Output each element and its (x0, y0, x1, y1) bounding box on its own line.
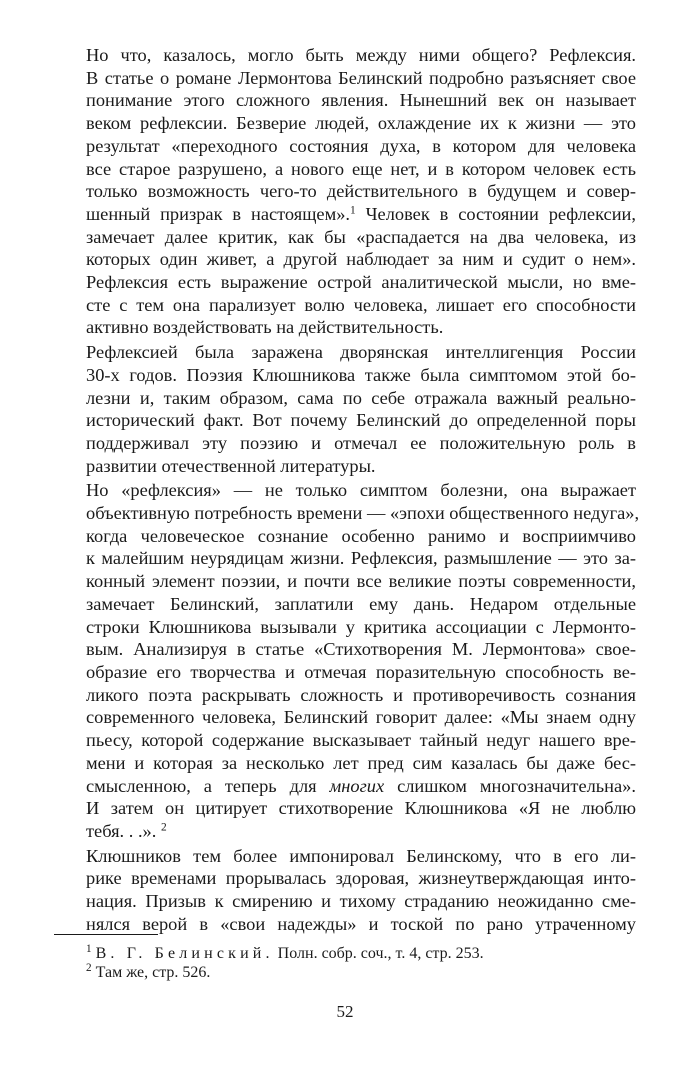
text-line: пьесу, которой содержание высказывает тайный недуг нашего вре- (86, 730, 636, 751)
footnote-marker: 1 (86, 942, 92, 955)
text-line: Рефлексия есть выражение острой аналитической мысли, но вме- (86, 272, 636, 293)
emphasis-word: многих (329, 775, 385, 796)
page-number: 52 (336, 1002, 354, 1021)
text-line: которых один живет, а другой наблюдает за ним и судит о нем». (86, 249, 636, 270)
text-line: вым. Анализируя в статье «Стихотворения М. Лермонтова» свое- (86, 639, 636, 660)
text-line-with-ref (52, 820, 636, 843)
text-line: ликого поэта раскрывать сложность и противоречивость сознания (86, 684, 636, 705)
text-line: рике временами прорывалась здоровая, жизнеутверждающая инто- (86, 868, 636, 889)
text-line: лезни и, таким образом, сама по себе отражала важный реально- (86, 387, 636, 408)
text-line: развитии отечественной литературы. (86, 455, 376, 476)
text-line: только возможность чего-то действительного в будущем и совер- (86, 181, 636, 202)
footnotes (86, 944, 646, 982)
text-line: когда человеческое сознание особенно ранимо и восприимчиво (86, 525, 636, 546)
text-line: образие его творчества и отмечая поразительную способность ве- (86, 661, 636, 682)
paragraph-4 (52, 845, 636, 936)
text-line: все старое разрушено, а нового еще нет, и в котором человек есть (86, 158, 636, 179)
text-line-with-emphasis (52, 775, 636, 798)
text-line: результат «переходного состояния духа, в котором для человека (86, 135, 636, 156)
footnote-ref-1[interactable]: 1 (350, 204, 356, 217)
text-line: сте с тем она парализует волю человека, лишает его способности (86, 294, 636, 315)
text-line: Но «рефлексия» — не только симптом болезни, она выражает (86, 480, 636, 501)
text-segment: слишком многозначительна». (397, 775, 636, 796)
text-line: нялся верой в «свои надежды» и тоской по рано утраченному (86, 913, 636, 934)
text-line: веком рефлексии. Безверие людей, охлаждение их к жизни — это (86, 113, 636, 134)
paragraph-2 (52, 341, 636, 477)
text-line: 30-х годов. Поэзия Клюшникова также была симптомом этой бо- (86, 364, 636, 385)
text-line: конный элемент поэзии, и почти все великие поэты современности, (86, 571, 636, 592)
footnote-marker: 2 (86, 961, 92, 974)
text-line: Клюшников тем более импонировал Белинскому, что в его ли- (86, 845, 636, 866)
text-line: замечает Белинский, заплатили ему дань. Недаром отдельные (86, 593, 636, 614)
text-line: мени и которая за несколько лет пред сим казалась бы даже бес- (86, 752, 636, 773)
text-line: активно воздействовать на действительность. (86, 317, 444, 338)
footnote-1 (86, 944, 646, 963)
text-line: Но что, казалось, могло быть между ними общего? Рефлексия. (86, 45, 636, 65)
footnote-ref-2[interactable]: 2 (160, 821, 167, 834)
text-segment: шенный призрак в настоящем». (86, 203, 350, 224)
paragraph-3 (52, 479, 640, 842)
paragraph-1 (52, 44, 636, 339)
text-line: современного человека, Белинский говорит далее: «Мы знаем одну (86, 707, 636, 728)
text-segment: смысленною, а теперь для (86, 775, 317, 796)
main-text (52, 44, 640, 937)
text-line: В статье о романе Лермонтова Белинский подробно разъясняет свое (86, 67, 636, 88)
text-segment: Человек в состоянии рефлексии, (365, 203, 636, 224)
text-line: к малейшим неурядицам жизни. Рефлексия, размышление — это за- (86, 548, 636, 569)
text-segment: тебя. . .». (86, 820, 157, 841)
footnote-text: Полн. собр. соч., т. 4, стр. 253. (277, 945, 484, 962)
text-line: Рефлексией была заражена дворянская интеллигенция России (86, 342, 636, 363)
footnote-text: Там же, стр. 526. (95, 964, 211, 981)
text-line-with-ref (52, 203, 636, 226)
text-line: строки Клюшникова вызывали у критика ассоциации с Лермонто- (86, 616, 636, 637)
text-line: замечает далее критик, как бы «распадается на два человека, из (86, 226, 636, 247)
text-line: объективную потребность времени — «эпохи общественного недуга», (86, 503, 640, 524)
text-line: нация. Призыв к смирению и тихому страданию неожиданно сме- (86, 891, 636, 912)
text-line: понимание этого сложного явления. Нынешний век он называет (86, 90, 636, 111)
text-line: поддерживал эту поэзию и отмечал ее положительную роль в (86, 432, 636, 453)
footnote-author: В. Г. Белинский. (95, 945, 274, 962)
text-line: исторический факт. Вот почему Белинский до определенной поры (86, 410, 636, 431)
text-line: И затем он цитирует стихотворение Клюшникова «Я не люблю (86, 798, 636, 819)
footnote-2 (86, 963, 646, 982)
footnote-separator (54, 934, 158, 935)
